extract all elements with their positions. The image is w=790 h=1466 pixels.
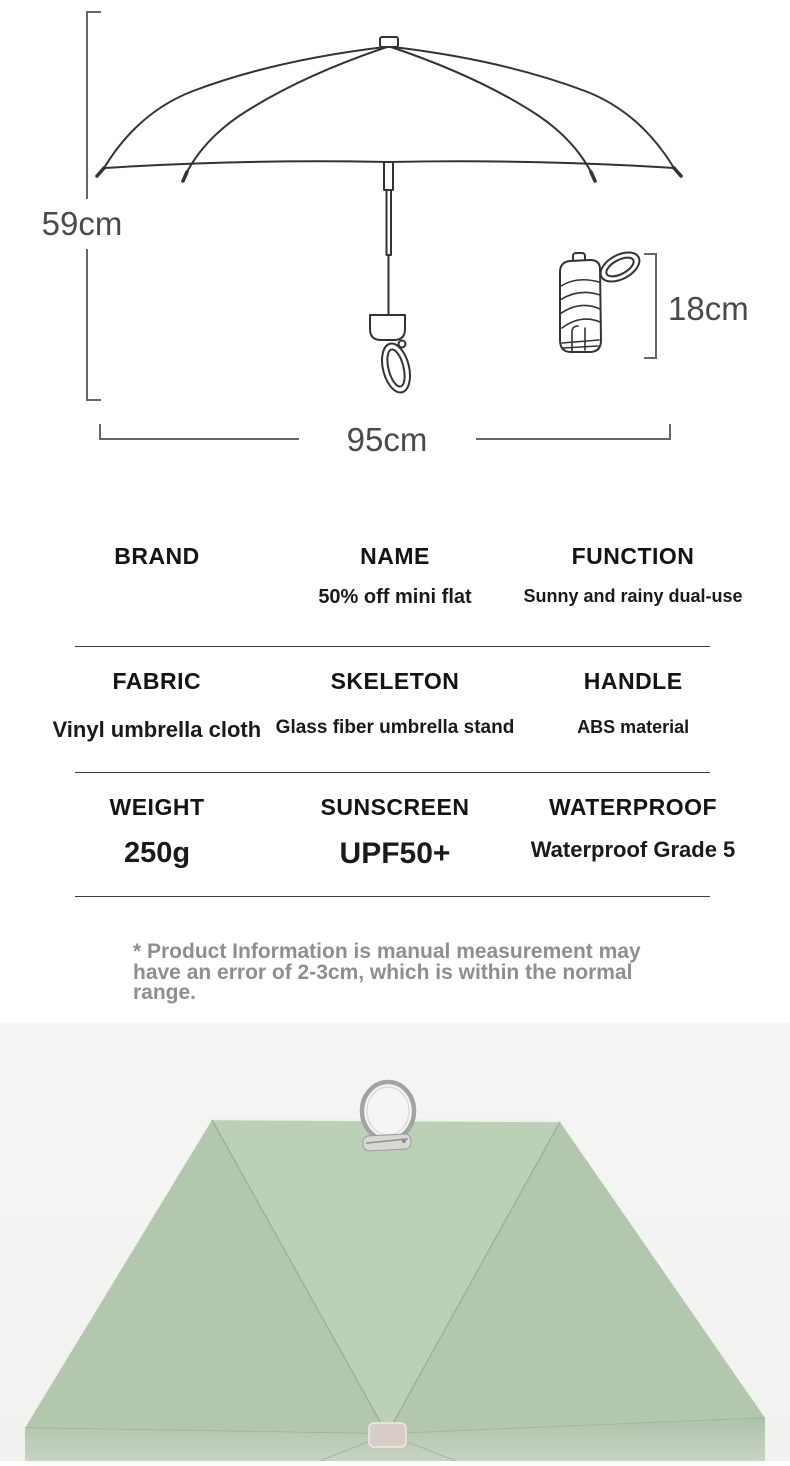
spec-label-brand: BRAND (114, 543, 200, 569)
table-divider-1 (75, 646, 710, 647)
spec-cell-handle (514, 668, 752, 772)
umbrella-rib-outer-left (104, 47, 385, 168)
height-bracket-top (87, 12, 100, 198)
folded-wrist-loop-inner (603, 254, 636, 280)
umbrella-pole-upper (384, 162, 393, 190)
folded-wrist-loop-outer (596, 247, 644, 288)
spec-label-fabric: FABRIC (112, 668, 202, 694)
dimension-diagram (0, 0, 790, 475)
ring-handle-clasp (363, 1134, 412, 1151)
spec-value-weight: 250g (123, 837, 191, 869)
disclaimer-note (133, 942, 653, 1004)
spec-label-waterproof: WATERPROOF (548, 794, 718, 820)
umbrella-pole-mid (387, 190, 392, 255)
disclaimer-line-2: have an error of 2-3cm, which is within the normal (133, 960, 633, 984)
umbrella-top-cap (380, 37, 398, 47)
spec-cell-skeleton (276, 668, 515, 772)
spec-value-waterproof: Waterproof Grade 5 (530, 837, 736, 862)
spec-value-skeleton: Glass fiber umbrella stand (275, 717, 515, 738)
spec-label-function: FUNCTION (571, 543, 695, 569)
umbrella-rib-outer-right (393, 47, 674, 168)
height-label: 59cm (41, 205, 123, 242)
table-divider-2 (75, 772, 710, 773)
width-bracket-right (477, 425, 670, 439)
folded-umbrella-sketch (560, 247, 644, 352)
spec-row-2 (0, 646, 790, 772)
folded-height-label: 18cm (668, 290, 749, 327)
spec-value-name: 50% off mini flat (318, 586, 472, 608)
spec-table (0, 530, 790, 896)
product-photo (0, 1023, 790, 1461)
folded-height-bracket (645, 254, 656, 358)
spec-cell-name (276, 543, 514, 646)
umbrella-rib-inner-right (391, 47, 591, 172)
spec-cell-sunscreen (276, 794, 514, 896)
spec-value-fabric: Vinyl umbrella cloth (52, 717, 262, 742)
umbrella-rib-inner-left (187, 47, 387, 172)
folded-umbrella-photo (0, 1023, 790, 1461)
umbrella-line-drawing (0, 0, 790, 475)
width-bracket-left (100, 425, 298, 439)
spec-cell-waterproof (514, 794, 752, 896)
spec-cell-fabric (38, 668, 276, 772)
spec-row-1 (0, 530, 790, 646)
width-label: 95cm (346, 421, 428, 458)
spec-label-sunscreen: SUNSCREEN (320, 794, 470, 820)
spec-label-handle: HANDLE (583, 668, 683, 694)
spec-value-handle: ABS material (577, 717, 690, 737)
umbrella-ring-handle (362, 1082, 414, 1140)
spec-row-3 (0, 772, 790, 896)
disclaimer-line-1: * Product Information is manual measurement may (133, 940, 641, 963)
dimension-marks (87, 12, 670, 439)
spec-value-sunscreen: UPF50+ (339, 837, 451, 870)
wrist-strap-outer (377, 341, 414, 396)
spec-cell-function (514, 543, 752, 646)
height-bracket-bottom (87, 250, 100, 400)
spec-cell-weight (38, 794, 276, 896)
spec-label-skeleton: SKELETON (330, 668, 460, 694)
umbrella-tip-button (369, 1423, 406, 1447)
table-divider-3 (75, 896, 710, 897)
disclaimer-line-3: range. (133, 981, 197, 1004)
spec-cell-brand (38, 543, 276, 646)
spec-label-weight: WEIGHT (109, 794, 205, 820)
spec-label-name: NAME (360, 543, 430, 569)
umbrella-handle-cup (370, 315, 405, 340)
spec-value-function: Sunny and rainy dual-use (523, 586, 743, 606)
